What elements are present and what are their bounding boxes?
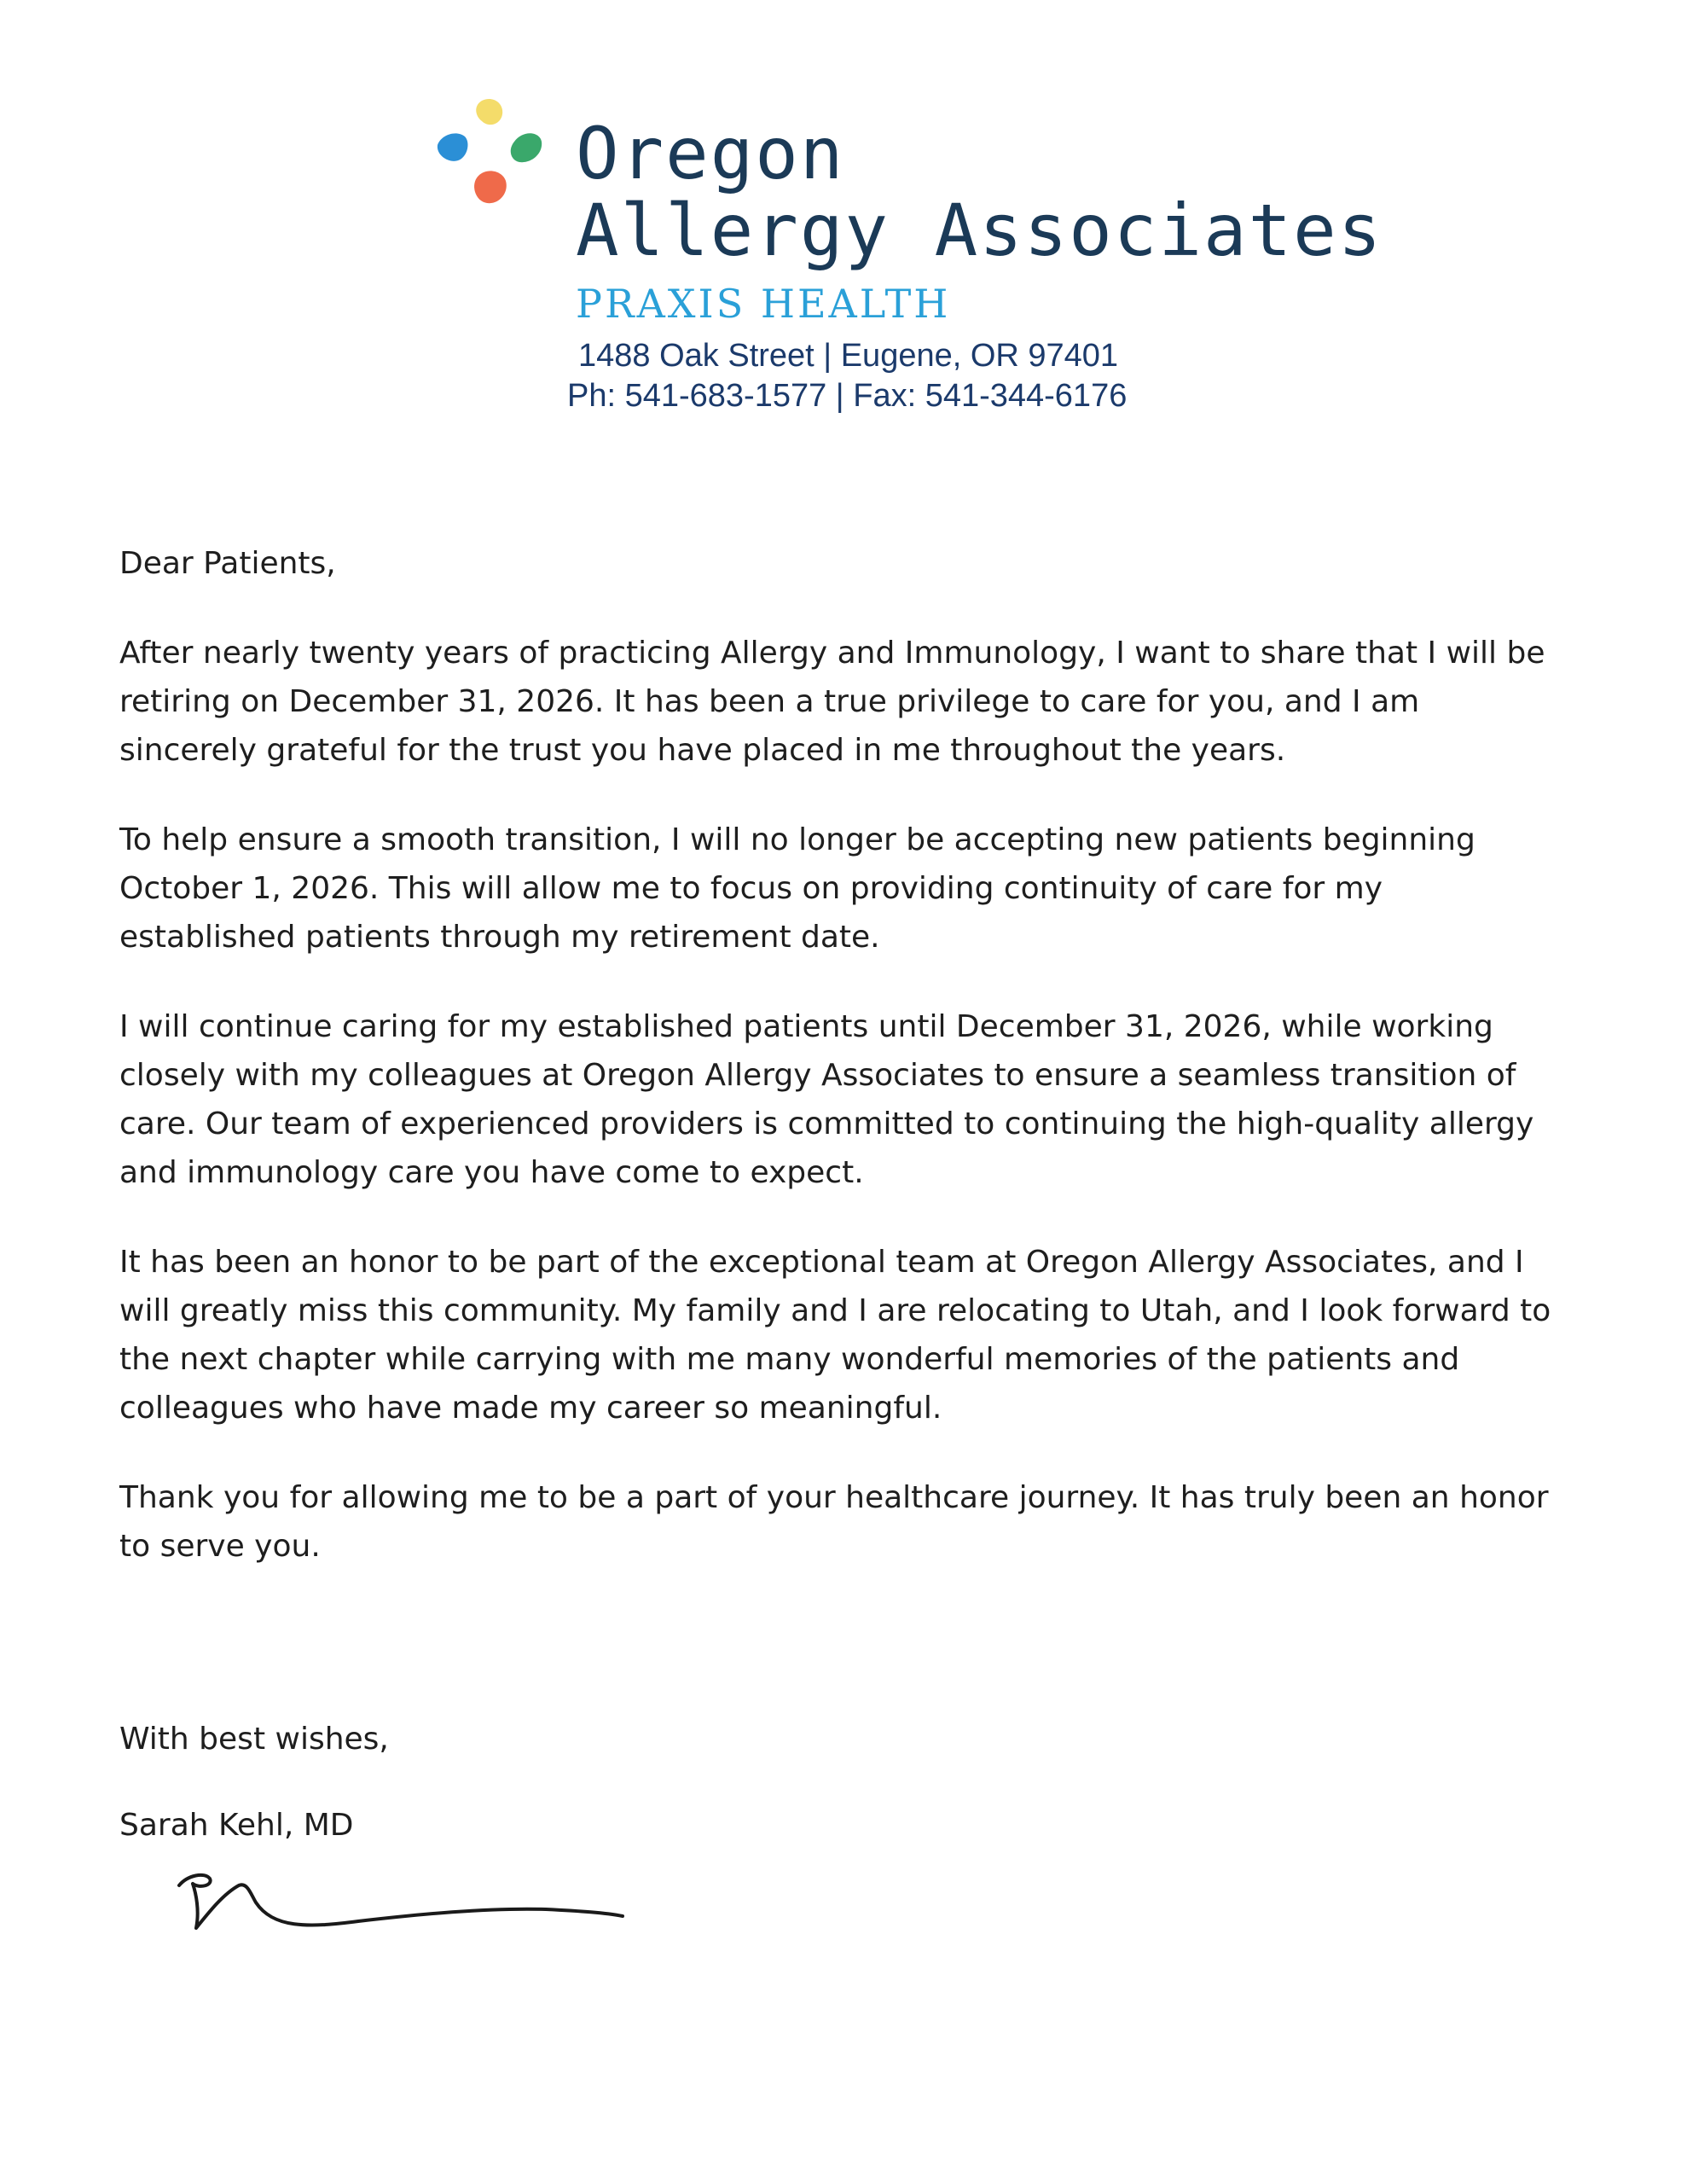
logo-petal-orange xyxy=(474,171,507,203)
logo-petal-yellow xyxy=(476,99,502,125)
organization-name-line2: Allergy Associates xyxy=(576,189,1383,272)
letter-paragraph-1: After nearly twenty years of practicing Allergy and Immunology, I want to share that I will be retiring on December 31, 2026. It has been a true privilege to care for you, and I am sincerely grateful for the trust you have placed in me throughout the years. xyxy=(119,636,1545,768)
letterhead xyxy=(0,0,1687,444)
organization-name xyxy=(576,112,1383,272)
organization-subtitle: PRAXIS HEALTH xyxy=(576,281,951,327)
letter-signer-name: Sarah Kehl, MD xyxy=(119,1808,354,1843)
organization-name-line1: Oregon xyxy=(576,112,845,195)
logo-petal-blue xyxy=(438,133,468,160)
letter-closing: With best wishes, xyxy=(119,1722,389,1757)
organization-address: 1488 Oak Street | Eugene, OR 97401 xyxy=(578,338,1119,374)
logo-petal-green xyxy=(511,133,542,162)
oregon-allergy-logo-icon xyxy=(431,94,567,222)
letter-paragraph-3: I will continue caring for my established patients until December 31, 2026, while working closely with my colleagues at Oregon Allergy Associates to ensure a seamless transition of care. Our team of experienced providers is committed to continuing the high-quality allergy and immunology care you have come to expect. xyxy=(119,1009,1534,1190)
organization-phone-fax: Ph: 541-683-1577 | Fax: 541-344-6176 xyxy=(567,378,1128,414)
letter-body xyxy=(119,539,1552,1612)
letter-paragraph-2: To help ensure a smooth transition, I will no longer be accepting new patients beginning October 1, 2026. This will allow me to focus on providing continuity of care for my established patients through my retirement date. xyxy=(119,822,1475,955)
handwritten-signature xyxy=(162,1860,640,1954)
letter-paragraph-5: Thank you for allowing me to be a part of your healthcare journey. It has truly been an honor to serve you. xyxy=(119,1480,1549,1564)
letter-salutation: Dear Patients, xyxy=(119,546,336,581)
letter-paragraph-4: It has been an honor to be part of the exceptional team at Oregon Allergy Associates, and I will greatly miss this community. My family and I are relocating to Utah, and I look forward to the next chapter while carrying with me many wonderful memories of the patients and colleagues who have made my career so meaningful. xyxy=(119,1245,1551,1426)
